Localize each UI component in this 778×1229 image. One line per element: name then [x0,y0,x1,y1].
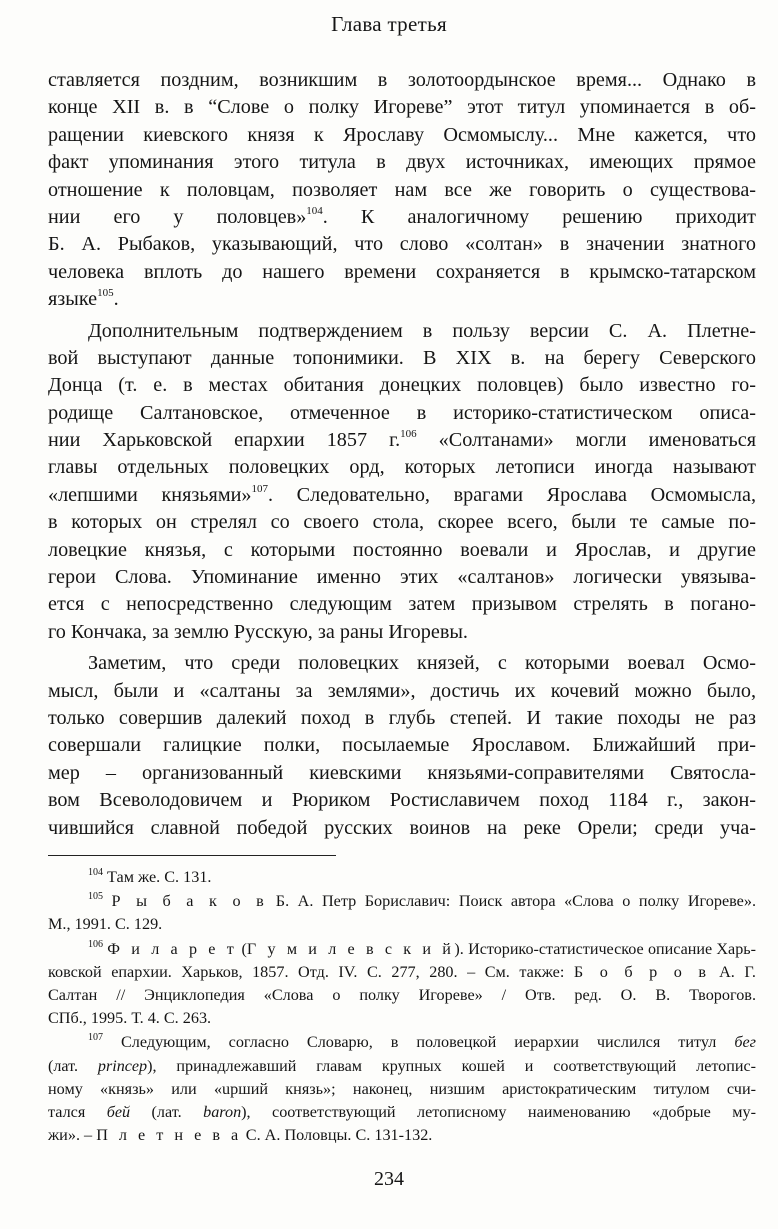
text-line: ется с непосредственно следующим затем призывом стрелять в погано- [48,593,756,616]
text-line: ращении киевского князя к Ярославу Осмомыслу... Мне кажется, что [48,123,756,146]
text-line: мер – организованный киевскими князьями-соправителями Святосла- [48,761,756,784]
text-line: ставляется поздним, возникшим в золотоордынское время... Однако в [48,69,756,91]
text-line: герои Слова. Упоминание именно этих «салтанов» логически увязыва- [48,566,756,589]
italic-term: бег [734,1033,756,1052]
footnote-text: Там же. С. 131. [103,868,212,886]
text-line: вом Всеволодовичем и Рюриком Ростиславичем поход 1184 г., закон- [48,789,756,812]
footnote-text: жи». – [48,1126,97,1145]
footnote-line [48,1055,756,1078]
text-line [48,427,756,454]
footnote-line: СПб., 1995. Т. 4. С. 263. [48,1009,212,1028]
footnote-107 [48,1031,756,1054]
footnote-text: (лат. [48,1057,98,1075]
text-segment: . [113,288,119,311]
text-segment: «лепшими князьями» [48,483,252,506]
footnote-text: ), принадлежавший главам крупных кошей и соответствующий летопис- [147,1057,756,1075]
footnote-line: Салтан // Энциклопедия «Слова о полку Игореве» / Отв. ред. О. В. Творогов. [48,985,756,1004]
footnote-text: С. А. Половцы. С. 131-132. [241,1126,433,1145]
footnote-divider [48,855,336,856]
footnote-text: тался [48,1102,107,1121]
text-line: только совершив далекий поход в глубь степей. И такие походы не раз [48,706,756,729]
footnote-text: А. Г. [709,962,756,981]
footnote-ref-105: 105 [97,287,114,300]
body-text [48,67,756,842]
text-line: главы отдельных половецких орд, которых летописи иногда называют [48,456,756,479]
footnote-106 [48,938,756,961]
text-line: факт упоминания этого титула в двух источниках, имеющих прямое [48,151,756,174]
footnote-text: (лат. [130,1102,204,1121]
text-line: го Кончака, за землю Русскую, за раны Игоревы. [48,620,468,643]
footnote-number: 105 [88,891,103,903]
footnote-ref-107: 107 [251,482,269,495]
page-number: 234 [374,1168,404,1190]
footnote-text [103,892,112,910]
footnote-line [48,1124,756,1147]
text-line: Дополнительным подтверждением в пользу версии С. А. Плетне- [88,319,756,342]
footnote-line: ному «князь» или «upший князь»; наконец, низшим аристократическим титулом счи- [48,1079,756,1098]
running-head: Глава третья [331,12,447,36]
text-line: родище Салтановское, отмеченное в историко-статистическом описа- [48,401,756,424]
author-spaced: Б о б р о в [573,962,710,981]
text-segment: . Следовательно, врагами Ярослава Осмомысла, [268,483,756,506]
text-segment: . К аналогичному решению приходит [322,205,756,228]
text-line [48,482,756,509]
footnote-number: 104 [88,867,103,878]
footnote-number: 106 [88,938,103,950]
text-line: Донца (т. е. в местах обитания донецких половцев) было известно го- [48,374,756,397]
footnote-text: ), соответствующий летописному наименованию «добрые му- [241,1102,756,1121]
italic-term: baron [203,1102,242,1121]
text-segment: нии его у половцев» [48,205,307,228]
text-segment: нии Харьковской епархии 1857 г. [48,429,401,452]
text-line: ловецкие князья, с которыми постоянно воевали и Ярослав, и другие [48,538,756,561]
text-line: человека вплоть до нашего времени сохраняется в крымско-татарском [48,260,756,283]
footnote-text: ковской епархии. Харьков, 1857. Отд. IV. С. 277, 280. – См. также: [48,962,574,981]
author-spaced: П л е т н е в а [96,1126,242,1145]
text-line [48,286,756,313]
author-spaced: Р ы б а к о в [111,892,268,911]
author-spaced: Ф и л а р е т [107,940,238,958]
footnote-text: ( [237,940,247,958]
text-line [48,204,756,231]
text-line: Б. А. Рыбаков, указывающий, что слово «солтан» в значении знатного [48,233,756,256]
footnote-line [48,961,756,984]
text-line: в которых он стрелял со своего стола, скорее всего, были те самые по- [48,511,756,534]
text-segment: «Солтанами» могли именоваться [416,429,756,452]
footnote-number: 107 [88,1032,103,1044]
footnote-105 [48,890,756,913]
text-line: вой выступают данные топонимики. В XIX в. на берегу Северского [48,346,756,369]
footnotes [48,866,756,1147]
italic-term: бей [106,1102,131,1121]
text-segment: языке [48,288,98,311]
footnote-ref-106: 106 [400,428,417,441]
footnote-text: Б. А. Петр Бориславич: Поиск автора «Слова о полку Игореве». [267,892,756,911]
text-line: чившийся славной победой русских воинов на реке Орели; среди уча- [48,816,756,839]
footnote-ref-104: 104 [306,204,323,217]
footnote-line: М., 1991. С. 129. [48,915,163,934]
text-line: конце XII в. в “Слове о полку Игореве” этот титул упоминается в об- [48,96,756,119]
author-spaced: Г у м и л е в с к и й [246,940,455,958]
footnote-text: ). Историко-статистическое описание Харь- [454,940,756,958]
footnote-text: Следующим, согласно Словарю, в половецкой иерархии числился титул [103,1033,735,1052]
text-line: совершали галицкие полки, посылаемые Ярославом. Ближайший при- [48,734,756,757]
text-line: мысл, были и «салтаны за землями», достичь их кочевий можно было, [48,679,756,702]
footnote-line [48,1101,756,1124]
italic-term: princep [97,1057,148,1075]
text-line: отношение к половцам, позволяет нам все же говорить о существова- [48,178,756,201]
footnote-104 [48,866,756,889]
text-line: Заметим, что среди половецких князей, с которыми воевал Осмо- [88,652,756,675]
